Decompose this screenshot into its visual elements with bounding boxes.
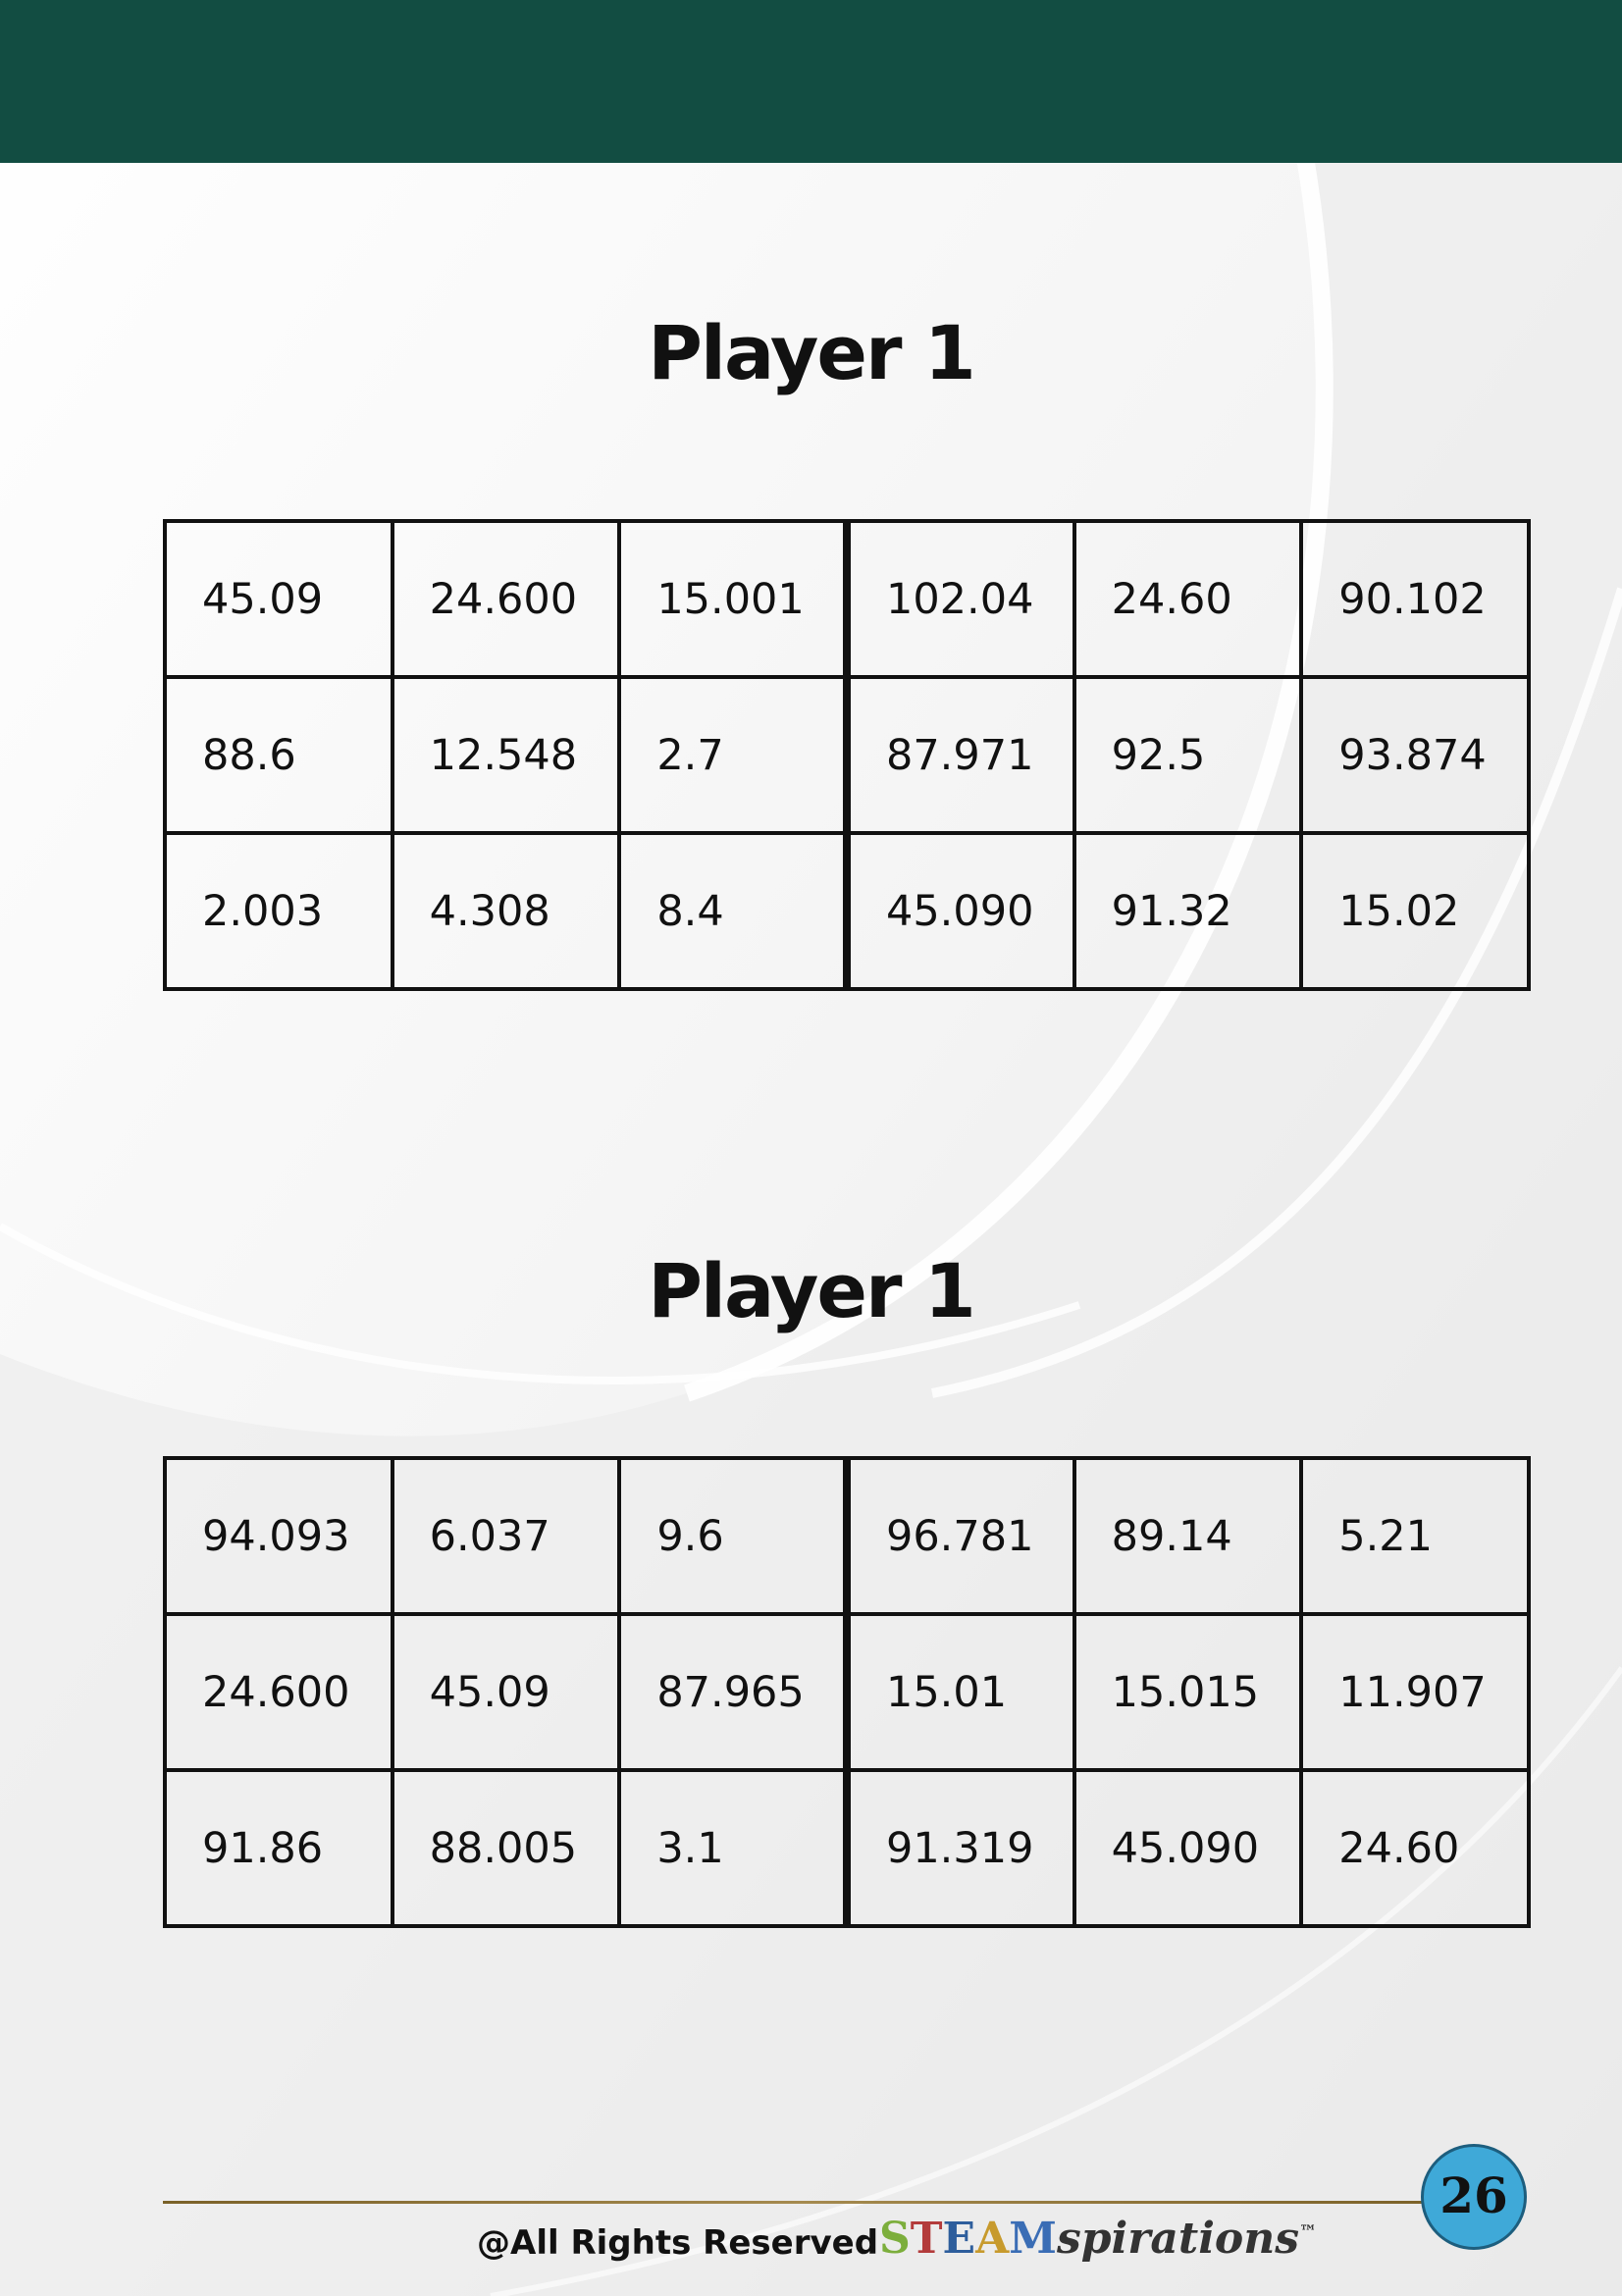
section-title-2: Player 1	[648, 1247, 974, 1334]
brand-letter: M	[1009, 2214, 1057, 2264]
number-table-1	[163, 519, 1531, 991]
table-cell: 3.1	[619, 1770, 847, 1926]
brand-letter: T	[910, 2214, 943, 2264]
trademark: ™	[1299, 2221, 1318, 2243]
table-cell: 89.14	[1074, 1458, 1302, 1614]
table-cell: 91.32	[1074, 833, 1302, 989]
brand-suffix: spirations	[1056, 2214, 1300, 2264]
brand-logo	[879, 2214, 1317, 2264]
table-cell: 102.04	[847, 521, 1074, 677]
table-cell: 24.60	[1301, 1770, 1529, 1926]
table-cell: 93.874	[1301, 677, 1529, 833]
brand-letter: A	[975, 2214, 1010, 2264]
table-cell: 45.090	[1074, 1770, 1302, 1926]
page-number-badge: 26	[1421, 2144, 1527, 2250]
table-cell: 91.319	[847, 1770, 1074, 1926]
table-cell: 87.971	[847, 677, 1074, 833]
number-table-2	[163, 1456, 1531, 1928]
table-cell: 45.09	[165, 521, 392, 677]
table-row	[165, 521, 1529, 677]
footer-rule	[163, 2201, 1439, 2204]
table-row	[165, 1770, 1529, 1926]
table-cell: 24.60	[1074, 521, 1302, 677]
table-cell: 11.907	[1301, 1614, 1529, 1770]
table-row	[165, 1458, 1529, 1614]
table-cell: 2.7	[619, 677, 847, 833]
table-cell: 12.548	[392, 677, 620, 833]
table-cell: 5.21	[1301, 1458, 1529, 1614]
table-cell: 87.965	[619, 1614, 847, 1770]
table-cell: 91.86	[165, 1770, 392, 1926]
table-cell: 96.781	[847, 1458, 1074, 1614]
brand-letter: E	[942, 2214, 976, 2264]
table-cell: 6.037	[392, 1458, 620, 1614]
table-cell: 90.102	[1301, 521, 1529, 677]
table-cell: 92.5	[1074, 677, 1302, 833]
table-cell: 15.02	[1301, 833, 1529, 989]
header-band	[0, 0, 1622, 163]
table-cell: 45.09	[392, 1614, 620, 1770]
table-cell: 24.600	[392, 521, 620, 677]
table-row	[165, 677, 1529, 833]
table-cell: 88.6	[165, 677, 392, 833]
table-cell: 15.001	[619, 521, 847, 677]
table-cell: 15.01	[847, 1614, 1074, 1770]
table-cell: 4.308	[392, 833, 620, 989]
table-row	[165, 833, 1529, 989]
table-cell: 2.003	[165, 833, 392, 989]
table-cell: 9.6	[619, 1458, 847, 1614]
rights-text: @All Rights Reserved	[477, 2223, 879, 2263]
table-cell: 45.090	[847, 833, 1074, 989]
table-cell: 8.4	[619, 833, 847, 989]
table-cell: 94.093	[165, 1458, 392, 1614]
table-row	[165, 1614, 1529, 1770]
table-cell: 88.005	[392, 1770, 620, 1926]
table-cell: 24.600	[165, 1614, 392, 1770]
brand-letter: S	[879, 2214, 911, 2264]
table-cell: 15.015	[1074, 1614, 1302, 1770]
section-title-1: Player 1	[648, 309, 974, 396]
